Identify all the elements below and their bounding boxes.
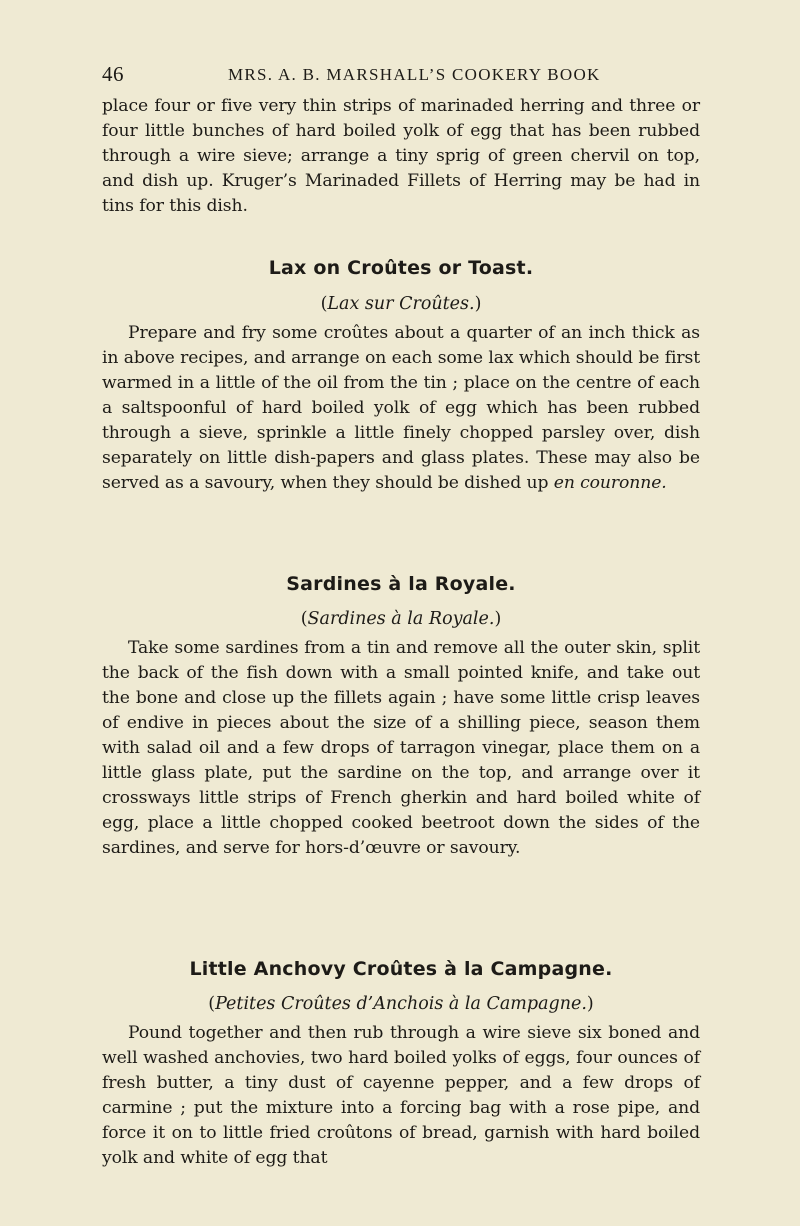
- recipe-subtitle-anchovy: (Petites Croûtes d’Anchois à la Campagne.): [208, 994, 594, 1014]
- page-header: [102, 62, 702, 94]
- recipe-subtitle-lax: (Lax sur Croûtes.): [320, 294, 482, 314]
- recipe-body-lax: [102, 321, 700, 496]
- recipe-title-lax: Lax on Croûtes or Toast.: [268, 257, 534, 279]
- page-number: 46: [102, 62, 124, 86]
- recipe-paragraph-sardines: Take some sardines from a tin and remove all the outer skin, split the back of the fish down with a small pointed knife, and take out the bone and close up the fillets again ; have some little crisp leaves of endive in pieces about the size of a shilling piece, season them with salad oil and a few drops of tarragon vinegar, place them on a little glass plate, put the sardine on the top, and arrange over it crossways little strips of French gherkin and hard boiled white of egg, place a little chopped cooked beetroot down the sides of the sardines, and serve for hors-d’œuvre or savoury.: [102, 638, 700, 858]
- recipe-subtitle-sardines-text: Sardines à la Royale.: [307, 609, 495, 629]
- recipe-paragraph-lax: [102, 321, 700, 496]
- recipe-paragraph-anchovy: Pound together and then rub through a wire sieve six boned and well washed anchovies, two hard boiled yolks of eggs, four ounces of fresh butter, a tiny dust of cayenne pepper, and a few drops of carmine ; put the mixture into a forcing bag with a rose pipe, and force it on to little fried croûtons of bread, garnish with hard boiled yolk and white of egg that: [102, 1023, 700, 1168]
- recipe-body-sardines: [102, 636, 700, 861]
- recipe-text-lax: Prepare and fry some croûtes about a quarter of an inch thick as in above recipes, and arrange on each some lax which should be first warmed in a little of the oil from the tin ; place on the centre of each a saltspoonful of hard boiled yolk of egg which has been rubbed through a sieve, sprinkle a little finely chopped parsley over, dish separately on little dish-papers and glass plates. These may also be served as a savoury, when they should be dished up: [102, 323, 700, 493]
- running-head: MRS. A. B. MARSHALL’S COOKERY BOOK: [228, 65, 601, 84]
- recipe-text-lax-italic: en couronne.: [553, 473, 667, 493]
- recipe-title-sardines: Sardines à la Royale.: [286, 573, 516, 595]
- recipe-body-anchovy: [102, 1021, 700, 1171]
- recipe-subtitle-lax-text: Lax sur Croûtes.: [327, 294, 475, 314]
- recipe-subtitle-anchovy-text: Petites Croûtes d’Anchois à la Campagne.: [215, 994, 587, 1014]
- intro-text: [102, 94, 700, 219]
- recipe-subtitle-sardines: (Sardines à la Royale.): [300, 609, 502, 629]
- recipe-title-anchovy: Little Anchovy Croûtes à la Campagne.: [189, 958, 613, 980]
- intro-paragraph: place four or five very thin strips of marinaded herring and three or four little bunches of hard boiled yolk of egg that has been rubbed through a wire sieve; arrange a tiny sprig of green chervil on top, and dish up. Kruger’s Marinaded Fillets of Herring may be had in tins for this dish.: [102, 96, 700, 216]
